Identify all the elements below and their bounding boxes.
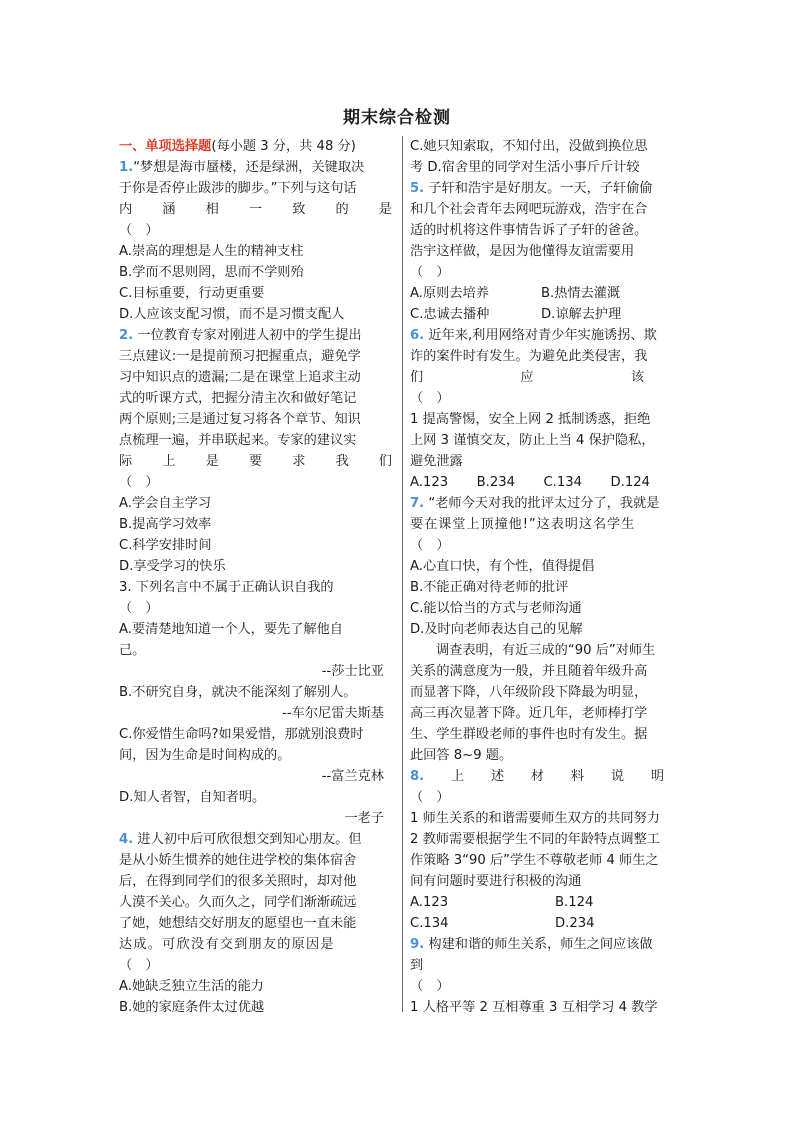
option-b: B.不研究自身，就决不能深刻了解别人。	[119, 685, 357, 700]
question-5	[410, 178, 678, 199]
question-text-line: 诈的案件时有发生。为避免此类侵害，我	[410, 349, 648, 364]
question-text-line: 要在课堂上顶撞他!”这表明这名学生	[410, 517, 636, 532]
question-text-line: 达成。可欣没有交到朋友的原因是	[119, 937, 335, 952]
option-b: B.热情去灌溉	[541, 286, 621, 301]
option-b: B.学而不思则罔，思而不学则殆	[119, 265, 304, 280]
quote-author: --车尔尼雷夫斯基	[282, 706, 384, 721]
word: 是	[378, 202, 392, 217]
statement-line: 1 师生关系的和谐需要师生双方的共同努力	[410, 811, 660, 826]
statement-line: 1 提高警惕，安全上网 2 抵制诱惑，拒绝	[410, 412, 651, 427]
question-text-line: 适的时机将这件事情告诉了子轩的爸爸。	[410, 223, 648, 238]
option-row	[410, 304, 678, 325]
word: 说	[610, 769, 625, 784]
answer-paren: （ ）	[410, 979, 450, 994]
option-c: C.能以恰当的方式与老师沟通	[410, 601, 582, 616]
word: 们	[410, 370, 424, 385]
option-d: 考 D.宿舍里的同学对生活小事斤斤计较	[410, 160, 640, 175]
question-text-line	[410, 367, 678, 388]
word: 的	[335, 202, 349, 217]
option-d: D.及时向老师表达自己的见解	[410, 622, 583, 637]
question-text-line: 式的听课方式，把握分清主次和做好笔记	[119, 391, 357, 406]
material-text: 而显著下降，八年级阶段下降最为明显，	[410, 685, 648, 700]
material-text: 此回答 8~9 题。	[410, 748, 513, 763]
option-c: C.科学安排时间	[119, 538, 212, 553]
question-text: 构建和谐的师生关系，师生之间应该做	[424, 937, 653, 952]
question-text-line: 于你是否停止跋涉的脚步。”下列与这句话	[119, 181, 357, 196]
option-d: D.人应该支配习惯，而不是习惯支配人	[119, 307, 345, 322]
option-a-cont: 己。	[119, 643, 146, 658]
answer-paren: （ ）	[119, 601, 159, 616]
question-text-line: 浩宇这样做，是因为他懂得友谊需要用	[410, 244, 635, 259]
question-text: “老师今天对我的批评太过分了，我就是	[424, 496, 660, 511]
answer-paren: （ ）	[410, 391, 450, 406]
answer-paren: （ ）	[119, 475, 159, 490]
question-1	[119, 157, 392, 178]
question-8	[410, 766, 678, 787]
option-a: A.她缺乏独立生活的能力	[119, 979, 264, 994]
answer-paren: （ ）	[119, 223, 159, 238]
option-a: A.123	[410, 475, 449, 490]
page-title: 期末综合检测	[343, 108, 451, 128]
option-a: A.要清楚地知道一个人，要先了解他自	[119, 622, 343, 637]
word: 致	[292, 202, 306, 217]
question-6	[410, 325, 678, 346]
answer-paren: （ ）	[410, 790, 450, 805]
section-label: 一、单项选择题	[119, 139, 212, 154]
option-d: D.124	[610, 475, 650, 490]
option-b: B.不能正确对待老师的批评	[410, 580, 569, 595]
option-b: B.234	[476, 475, 516, 490]
material-text: 调查表明，有近三成的“90 后”对师生	[436, 643, 656, 658]
question-number: 1.	[119, 160, 134, 175]
section-note: (每小题 3 分，共 48 分)	[211, 139, 356, 154]
column-divider	[402, 136, 403, 1012]
word: 明	[650, 769, 664, 784]
question-number: 8.	[410, 769, 425, 784]
option-d: D.享受学习的快乐	[119, 559, 226, 574]
option-a: A.崇高的理想是人生的精神支柱	[119, 244, 304, 259]
word: 上	[162, 454, 176, 469]
option-c: C.目标重要，行动更重要	[119, 286, 265, 301]
left-column	[119, 136, 392, 1018]
answer-paren: （ ）	[410, 538, 450, 553]
question-number: 9.	[410, 937, 425, 952]
option-c: C.你爱惜生命吗?如果爱惜，那就别浪费时	[119, 727, 364, 742]
option-d: D.234	[555, 916, 595, 931]
option-d: D.谅解去护理	[541, 307, 622, 322]
question-number: 5.	[410, 181, 425, 196]
statement-line: 避免泄露	[410, 454, 463, 469]
question-2	[119, 325, 392, 346]
statement-line: 2 教师需要根据学生不同的年龄特点调整工	[410, 832, 660, 847]
question-text-line: 后，在得到同学们的很多关照时，却对他	[119, 874, 357, 889]
option-c-cont: 间，因为生命是时间构成的。	[119, 748, 291, 763]
question-text-line: 人漠不关心。久而久之，同学们渐渐疏远	[119, 895, 357, 910]
question-text: 子轩和浩宇是好朋友。一天，子轩偷偷	[424, 181, 653, 196]
word: 一	[248, 202, 263, 217]
word: 该	[630, 370, 644, 385]
option-b: B.她的家庭条件太过优越	[119, 1000, 265, 1015]
question-text-line: 到	[410, 958, 424, 973]
word: 内	[119, 202, 133, 217]
right-column	[410, 136, 678, 1018]
option-b: B.124	[555, 895, 594, 910]
question-text-line	[119, 199, 392, 220]
material-text: 高三再次显著下降。近几年，老师棒打学	[410, 706, 648, 721]
question-7	[410, 493, 678, 514]
word: 我	[335, 454, 349, 469]
section-heading	[119, 136, 392, 157]
question-number: 4.	[119, 832, 134, 847]
option-b: B.提高学习效率	[119, 517, 212, 532]
option-d: D.知人者智，自知者明。	[119, 790, 266, 805]
option-row	[410, 913, 678, 934]
word: 上	[450, 769, 465, 784]
quote-author: --富兰克林	[321, 769, 384, 784]
option-row	[410, 283, 678, 304]
question-4	[119, 829, 392, 850]
option-a: A.心直口快，有个性，值得提倡	[410, 559, 595, 574]
quote-author: 一老子	[344, 811, 384, 826]
word: 材	[530, 769, 545, 784]
question-text: 一位教育专家对刚进人初中的学生提出	[133, 328, 362, 343]
statement-line: 间有问题时要进行积极的沟通	[410, 874, 582, 889]
question-text-line: 三点建议:一是提前预习把握重点，避免学	[119, 349, 361, 364]
quote-author: --莎士比亚	[321, 664, 384, 679]
question-text: 进人初中后可欣很想交到知心朋友。但	[133, 832, 362, 847]
option-c: C.134	[410, 916, 449, 931]
option-a: A.学会自主学习	[119, 496, 212, 511]
question-number: 7.	[410, 496, 425, 511]
question-text-line: 习中知识点的遗漏;二是在课堂上追求主动	[119, 370, 361, 385]
question-text: “梦想是海市蜃楼，还是绿洲，关键取决	[133, 160, 365, 175]
word: 是	[205, 454, 219, 469]
statement-line: 上网 3 谨慎交友，防止上当 4 保护隐私，	[410, 433, 655, 448]
question-text: 近年来,利用网络对青少年实施诱拐、欺	[424, 328, 657, 343]
option-row	[410, 472, 650, 493]
word: 涵	[162, 202, 176, 217]
option-row	[410, 892, 678, 913]
question-3: 3. 下列名言中不属于正确认识自我的	[119, 580, 334, 595]
question-text-line: 是从小娇生惯养的她住进学校的集体宿舍	[119, 853, 357, 868]
word: 际	[119, 454, 133, 469]
answer-paren: （ ）	[119, 958, 159, 973]
option-c: C.忠诚去播种	[410, 307, 490, 322]
word: 求	[292, 454, 306, 469]
answer-paren: （ ）	[410, 265, 450, 280]
statement-line: 1 人格平等 2 互相尊重 3 互相学习 4 教学	[410, 1000, 658, 1015]
question-9	[410, 934, 678, 955]
option-a: A.123	[410, 895, 449, 910]
question-number: 2.	[119, 328, 134, 343]
question-text-line: 点梳理一遍，并串联起来。专家的建议实	[119, 433, 357, 448]
material-text: 生、学生群殴老师的事件也时有发生。据	[410, 727, 648, 742]
word: 们	[378, 454, 392, 469]
option-a: A.原则去培养	[410, 286, 489, 301]
word: 相	[205, 202, 219, 217]
question-text-line: 和几个社会青年去网吧玩游戏，浩宇在合	[410, 202, 648, 217]
word: 应	[520, 370, 534, 385]
option-c: C.134	[543, 475, 583, 490]
question-number: 6.	[410, 328, 425, 343]
question-text-line	[119, 451, 392, 472]
word: 述	[490, 769, 505, 784]
question-text-line: 两个原则;三是通过复习将各个章节、知识	[119, 412, 361, 427]
question-text-line: 了她，她想结交好朋友的愿望也一直未能	[119, 916, 357, 931]
option-c: C.她只知索取，不知付出，没做到换位思	[410, 139, 648, 154]
material-text: 关系的满意度为一般，并且随着年级升高	[410, 664, 648, 679]
word: 料	[570, 769, 585, 784]
word: 要	[248, 454, 263, 469]
statement-line: 作策略 3“90 后”学生不尊敬老师 4 师生之	[410, 853, 659, 868]
